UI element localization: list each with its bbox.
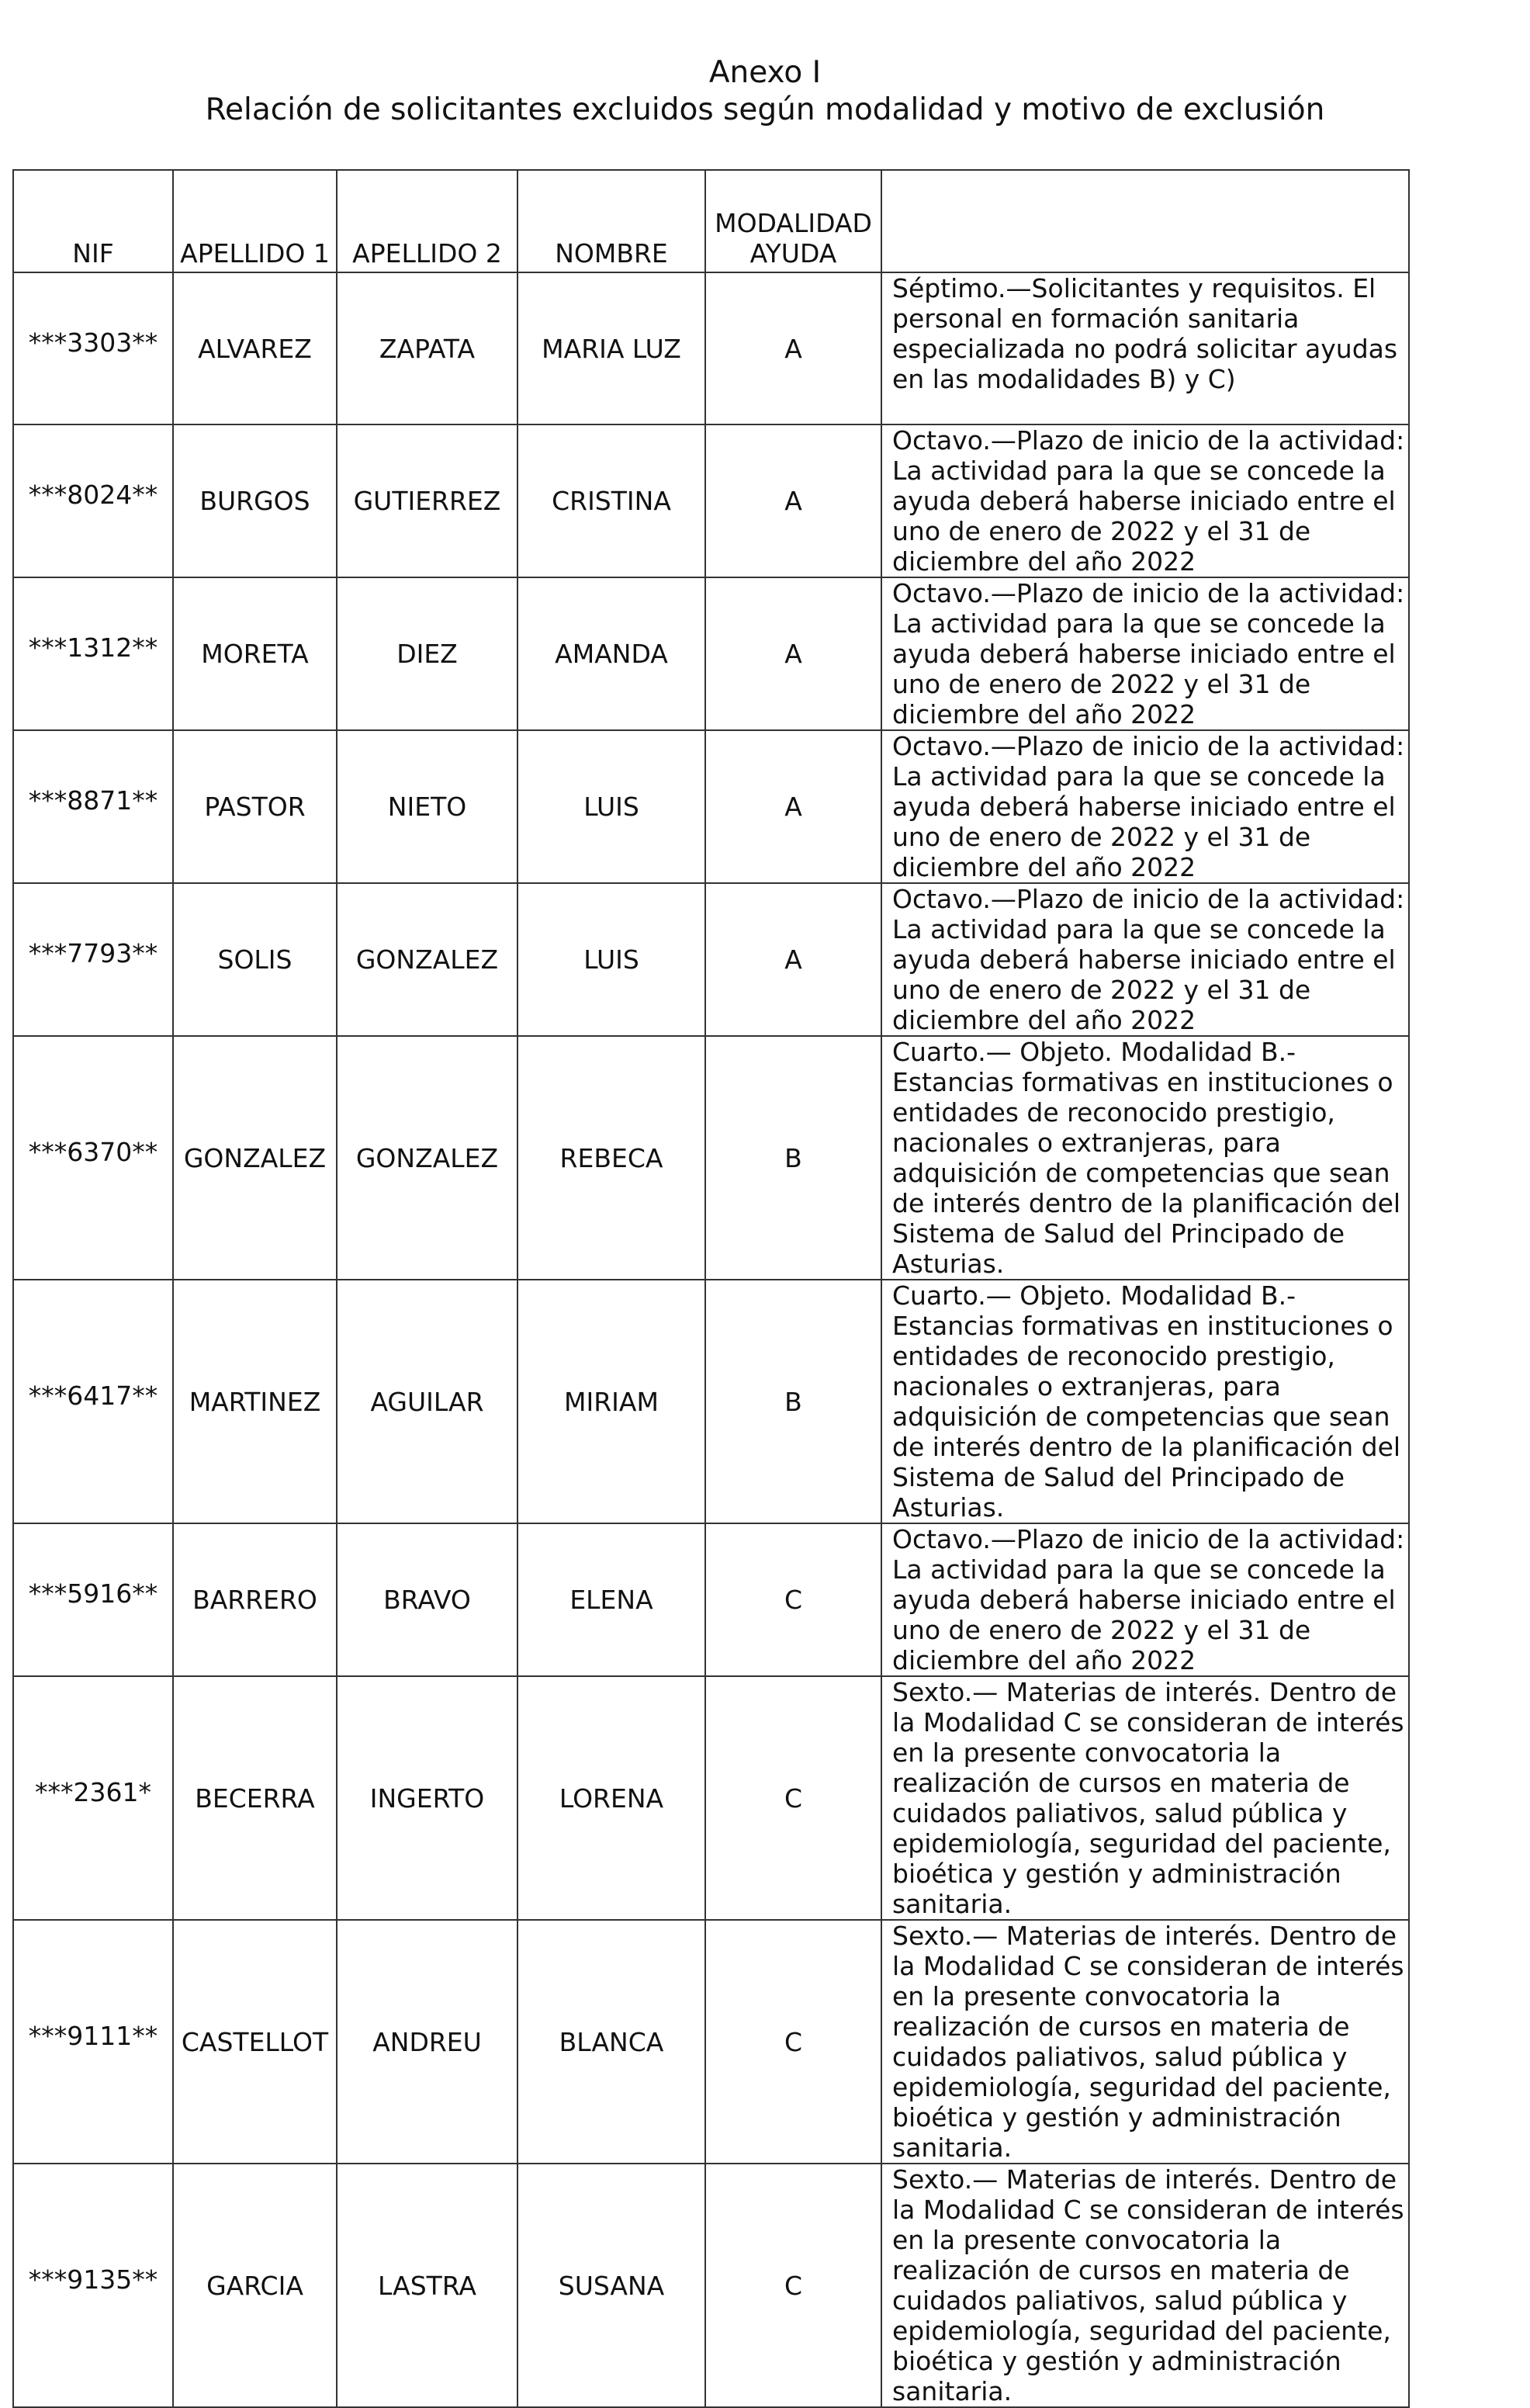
cell-motivo: Octavo.—Plazo de inicio de la actividad: La actividad para la que se concede la ayuda deberá haberse iniciado entre el uno de enero de 2022 y el 31 de diciembre del año 2022 — [881, 577, 1409, 730]
cell-apellido-2: GUTIERREZ — [337, 424, 518, 577]
table-row — [13, 2164, 1409, 2407]
cell-nif — [13, 1036, 173, 1280]
cell-apellido-1: BURGOS — [173, 424, 337, 577]
nif-value: ***3303** — [28, 327, 158, 358]
cell-apellido-1: SOLIS — [173, 883, 337, 1036]
cell-nif — [13, 424, 173, 577]
annex-subtitle: Relación de solicitantes excluidos según modalidad y motivo de exclusión — [205, 92, 1325, 127]
cell-modalidad: C — [705, 1676, 881, 1920]
table-row — [13, 1920, 1409, 2164]
nif-value: ***9111** — [28, 2020, 158, 2051]
cell-motivo: Octavo.—Plazo de inicio de la actividad: La actividad para la que se concede la ayuda deberá haberse iniciado entre el uno de enero de 2022 y el 31 de diciembre del año 2022 — [881, 883, 1409, 1036]
cell-apellido-2: GONZALEZ — [337, 883, 518, 1036]
cell-motivo: Sexto.— Materias de interés. Dentro de la Modalidad C se consideran de interés en la presente convocatoria la realización de cursos en materia de cuidados paliativos, salud pública y epidemiología, seguridad del paciente, bioética y gestión y administración sanitaria. — [881, 2164, 1409, 2407]
cell-nif — [13, 730, 173, 883]
cell-nombre: BLANCA — [518, 1920, 705, 2164]
nif-value: ***7793** — [28, 938, 158, 968]
header-motivo — [881, 170, 1409, 272]
cell-apellido-1: MORETA — [173, 577, 337, 730]
cell-modalidad: A — [705, 883, 881, 1036]
table-row — [13, 272, 1409, 424]
nif-value: ***1312** — [28, 632, 158, 663]
cell-nombre: LORENA — [518, 1676, 705, 1920]
cell-apellido-1: ALVAREZ — [173, 272, 337, 424]
cell-modalidad: B — [705, 1280, 881, 1523]
cell-nif — [13, 883, 173, 1036]
cell-nombre: LUIS — [518, 730, 705, 883]
table-row — [13, 1676, 1409, 1920]
cell-nif — [13, 1280, 173, 1523]
nif-value: ***9135** — [28, 2264, 158, 2295]
cell-modalidad: B — [705, 1036, 881, 1280]
nif-value: ***2361* — [35, 1776, 151, 1807]
cell-apellido-1: GARCIA — [173, 2164, 337, 2407]
annex-title: Anexo I — [708, 55, 822, 90]
nif-value: ***5916** — [28, 1578, 158, 1609]
cell-nombre: MIRIAM — [518, 1280, 705, 1523]
cell-apellido-2: ANDREU — [337, 1920, 518, 2164]
table-row — [13, 1523, 1409, 1676]
cell-nombre: ELENA — [518, 1523, 705, 1676]
cell-modalidad: C — [705, 1920, 881, 2164]
table-row — [13, 577, 1409, 730]
cell-nif — [13, 1676, 173, 1920]
nif-value: ***6417** — [28, 1380, 158, 1411]
cell-motivo: Octavo.—Plazo de inicio de la actividad: La actividad para la que se concede la ayuda deberá haberse iniciado entre el uno de enero de 2022 y el 31 de diciembre del año 2022 — [881, 1523, 1409, 1676]
table-row — [13, 730, 1409, 883]
cell-apellido-2: BRAVO — [337, 1523, 518, 1676]
header-apellido-1: APELLIDO 1 — [173, 170, 337, 272]
cell-motivo: Octavo.—Plazo de inicio de la actividad: La actividad para la que se concede la ayuda deberá haberse iniciado entre el uno de enero de 2022 y el 31 de diciembre del año 2022 — [881, 730, 1409, 883]
cell-nif — [13, 577, 173, 730]
cell-modalidad: C — [705, 2164, 881, 2407]
header-modalidad-line2: AYUDA — [749, 238, 837, 269]
excluded-applicants-table — [12, 169, 1410, 2408]
cell-modalidad: A — [705, 577, 881, 730]
header-modalidad-ayuda — [705, 170, 881, 272]
cell-nif — [13, 1920, 173, 2164]
cell-apellido-1: CASTELLOT — [173, 1920, 337, 2164]
cell-nif — [13, 2164, 173, 2407]
table-row — [13, 883, 1409, 1036]
cell-modalidad: A — [705, 730, 881, 883]
cell-nombre: MARIA LUZ — [518, 272, 705, 424]
cell-motivo: Cuarto.— Objeto. Modalidad B.- Estancias formativas en instituciones o entidades de reconocido prestigio, nacionales o extranjeras, para adquisición de competencias que sean de interés dentro de la planificación del Sistema de Salud del Principado de Asturias. — [881, 1036, 1409, 1280]
cell-apellido-1: BARRERO — [173, 1523, 337, 1676]
cell-motivo: Cuarto.— Objeto. Modalidad B.- Estancias formativas en instituciones o entidades de reconocido prestigio, nacionales o extranjeras, para adquisición de competencias que sean de interés dentro de la planificación del Sistema de Salud del Principado de Asturias. — [881, 1280, 1409, 1523]
cell-nombre: LUIS — [518, 883, 705, 1036]
cell-apellido-2: DIEZ — [337, 577, 518, 730]
cell-apellido-1: MARTINEZ — [173, 1280, 337, 1523]
cell-nombre: AMANDA — [518, 577, 705, 730]
table-row — [13, 1036, 1409, 1280]
cell-nombre: CRISTINA — [518, 424, 705, 577]
header-nombre: NOMBRE — [518, 170, 705, 272]
table-header-row — [13, 170, 1409, 272]
nif-value: ***6370** — [28, 1136, 158, 1167]
cell-apellido-2: GONZALEZ — [337, 1036, 518, 1280]
cell-modalidad: A — [705, 272, 881, 424]
cell-motivo: Séptimo.—Solicitantes y requisitos. El personal en formación sanitaria especializada no podrá solicitar ayudas en las modalidades B) y C) — [881, 272, 1409, 424]
header-nif: NIF — [13, 170, 173, 272]
cell-nombre: SUSANA — [518, 2164, 705, 2407]
cell-nif — [13, 1523, 173, 1676]
table-row — [13, 424, 1409, 577]
cell-apellido-2: INGERTO — [337, 1676, 518, 1920]
header-modalidad-line1: MODALIDAD — [715, 208, 872, 238]
cell-apellido-2: AGUILAR — [337, 1280, 518, 1523]
cell-motivo: Sexto.— Materias de interés. Dentro de la Modalidad C se consideran de interés en la presente convocatoria la realización de cursos en materia de cuidados paliativos, salud pública y epidemiología, seguridad del paciente, bioética y gestión y administración sanitaria. — [881, 1920, 1409, 2164]
cell-apellido-1: PASTOR — [173, 730, 337, 883]
table-row — [13, 1280, 1409, 1523]
cell-apellido-1: GONZALEZ — [173, 1036, 337, 1280]
cell-modalidad: C — [705, 1523, 881, 1676]
cell-motivo: Sexto.— Materias de interés. Dentro de la Modalidad C se consideran de interés en la presente convocatoria la realización de cursos en materia de cuidados paliativos, salud pública y epidemiología, seguridad del paciente, bioética y gestión y administración sanitaria. — [881, 1676, 1409, 1920]
cell-nif — [13, 272, 173, 424]
cell-nombre: REBECA — [518, 1036, 705, 1280]
header-apellido-2: APELLIDO 2 — [337, 170, 518, 272]
cell-apellido-2: NIETO — [337, 730, 518, 883]
cell-apellido-2: LASTRA — [337, 2164, 518, 2407]
cell-apellido-1: BECERRA — [173, 1676, 337, 1920]
nif-value: ***8024** — [28, 480, 158, 510]
cell-motivo: Octavo.—Plazo de inicio de la actividad: La actividad para la que se concede la ayuda deberá haberse iniciado entre el uno de enero de 2022 y el 31 de diciembre del año 2022 — [881, 424, 1409, 577]
cell-modalidad: A — [705, 424, 881, 577]
cell-apellido-2: ZAPATA — [337, 272, 518, 424]
nif-value: ***8871** — [28, 785, 158, 816]
